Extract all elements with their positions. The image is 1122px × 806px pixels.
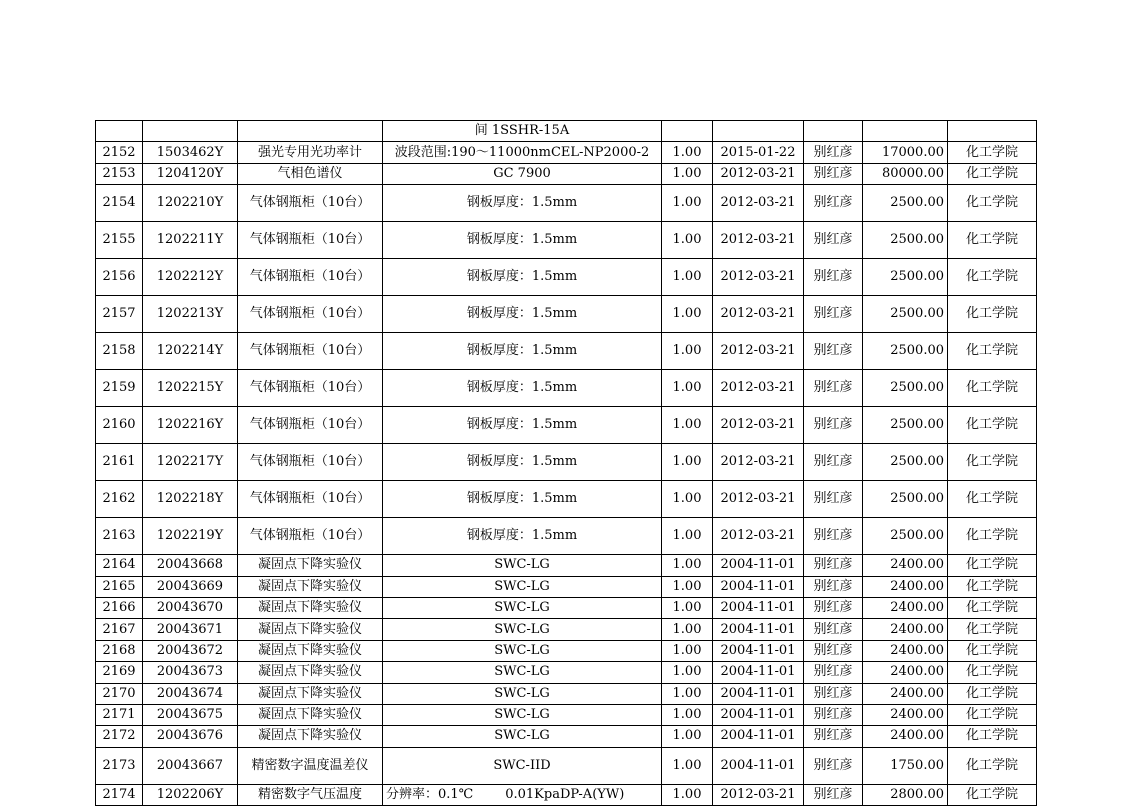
cell-code: 20043676 [143, 726, 238, 747]
cell-name: 凝固点下降实验仪 [238, 597, 383, 618]
table-row [96, 576, 1037, 597]
cell-date [713, 121, 804, 142]
cell-price [863, 121, 948, 142]
cell-spec: 钢板厚度：1.5mm [383, 444, 662, 481]
cell-spec: 波段范围:190～11000nmCEL-NP2000-2 [383, 142, 662, 163]
cell-no: 2163 [96, 518, 143, 555]
cell-code: 20043674 [143, 683, 238, 704]
cell-spec: 钢板厚度：1.5mm [383, 185, 662, 222]
cell-code: 20043673 [143, 662, 238, 683]
cell-no: 2171 [96, 704, 143, 725]
cell-no: 2170 [96, 683, 143, 704]
cell-date: 2012-03-21 [713, 407, 804, 444]
cell-person: 别红彦 [804, 518, 863, 555]
cell-date: 2004-11-01 [713, 662, 804, 683]
cell-person: 别红彦 [804, 444, 863, 481]
cell-spec: 钢板厚度：1.5mm [383, 333, 662, 370]
cell-dept: 化工学院 [948, 640, 1037, 661]
cell-code: 20043669 [143, 576, 238, 597]
table-row [96, 444, 1037, 481]
cell-name: 气体钢瓶柜（10台） [238, 370, 383, 407]
cell-date: 2004-11-01 [713, 597, 804, 618]
cell-dept: 化工学院 [948, 662, 1037, 683]
cell-name: 凝固点下降实验仪 [238, 555, 383, 576]
cell-qty: 1.00 [662, 619, 713, 640]
cell-qty: 1.00 [662, 704, 713, 725]
cell-spec: 钢板厚度：1.5mm [383, 407, 662, 444]
cell-date: 2012-03-21 [713, 259, 804, 296]
cell-person: 别红彦 [804, 555, 863, 576]
cell-person: 别红彦 [804, 704, 863, 725]
cell-price: 2400.00 [863, 726, 948, 747]
cell-person: 别红彦 [804, 662, 863, 683]
cell-price: 2400.00 [863, 597, 948, 618]
cell-code: 20043667 [143, 747, 238, 784]
cell-name: 凝固点下降实验仪 [238, 576, 383, 597]
cell-qty: 1.00 [662, 784, 713, 805]
cell-price: 2500.00 [863, 370, 948, 407]
cell-dept: 化工学院 [948, 576, 1037, 597]
cell-price: 2500.00 [863, 333, 948, 370]
cell-price: 2500.00 [863, 185, 948, 222]
cell-dept: 化工学院 [948, 597, 1037, 618]
cell-person: 别红彦 [804, 481, 863, 518]
cell-price: 2500.00 [863, 259, 948, 296]
table-row [96, 784, 1037, 805]
cell-no: 2169 [96, 662, 143, 683]
cell-price: 2500.00 [863, 481, 948, 518]
cell-price: 2400.00 [863, 704, 948, 725]
cell-no: 2159 [96, 370, 143, 407]
asset-table-body [96, 121, 1037, 785]
cell-no: 2164 [96, 555, 143, 576]
cell-date: 2012-03-21 [713, 185, 804, 222]
cell-spec-part1: 分辨率：0.1℃ [386, 786, 474, 802]
cell-spec: 间 1SSHR-15A [383, 121, 662, 142]
cell-qty: 1.00 [662, 597, 713, 618]
cell-dept [948, 121, 1037, 142]
cell-code: 1202212Y [143, 259, 238, 296]
cell-price: 2500.00 [863, 444, 948, 481]
cell-person: 别红彦 [804, 185, 863, 222]
cell-price: 1750.00 [863, 747, 948, 784]
cell-dept: 化工学院 [948, 222, 1037, 259]
cell-spec: 钢板厚度：1.5mm [383, 296, 662, 333]
cell-person: 别红彦 [804, 597, 863, 618]
table-row [96, 222, 1037, 259]
cell-person [804, 121, 863, 142]
cell-dept: 化工学院 [948, 726, 1037, 747]
cell-date: 2012-03-21 [713, 784, 804, 805]
cell-spec: 钢板厚度：1.5mm [383, 481, 662, 518]
table-row [96, 407, 1037, 444]
cell-no: 2154 [96, 185, 143, 222]
cell-dept: 化工学院 [948, 163, 1037, 184]
cell-date: 2004-11-01 [713, 640, 804, 661]
cell-spec: 钢板厚度：1.5mm [383, 370, 662, 407]
cell-qty: 1.00 [662, 333, 713, 370]
cell-no [96, 121, 143, 142]
cell-qty: 1.00 [662, 259, 713, 296]
table-row [96, 370, 1037, 407]
cell-qty: 1.00 [662, 370, 713, 407]
cell-spec: SWC-LG [383, 662, 662, 683]
cell-dept: 化工学院 [948, 333, 1037, 370]
cell-price: 2500.00 [863, 518, 948, 555]
cell-person: 别红彦 [804, 142, 863, 163]
asset-table [95, 120, 1037, 806]
cell-qty: 1.00 [662, 726, 713, 747]
table-row [96, 185, 1037, 222]
cell-date: 2004-11-01 [713, 619, 804, 640]
cell-date: 2012-03-21 [713, 163, 804, 184]
cell-qty: 1.00 [662, 481, 713, 518]
cell-name: 气体钢瓶柜（10台） [238, 222, 383, 259]
cell-code: 1202217Y [143, 444, 238, 481]
table-row [96, 163, 1037, 184]
table-row [96, 662, 1037, 683]
cell-date: 2004-11-01 [713, 747, 804, 784]
cell-date: 2004-11-01 [713, 704, 804, 725]
cell-qty: 1.00 [662, 662, 713, 683]
cell-no: 2155 [96, 222, 143, 259]
cell-code: 1503462Y [143, 142, 238, 163]
cell-no: 2166 [96, 597, 143, 618]
cell-name: 凝固点下降实验仪 [238, 683, 383, 704]
cell-person: 别红彦 [804, 683, 863, 704]
cell-date: 2012-03-21 [713, 481, 804, 518]
cell-spec: SWC-LG [383, 576, 662, 597]
cell-name: 凝固点下降实验仪 [238, 619, 383, 640]
cell-date: 2012-03-21 [713, 370, 804, 407]
cell-qty: 1.00 [662, 555, 713, 576]
cell-qty [662, 121, 713, 142]
cell-name: 气体钢瓶柜（10台） [238, 481, 383, 518]
cell-date: 2012-03-21 [713, 518, 804, 555]
cell-spec [383, 784, 662, 805]
cell-name [238, 121, 383, 142]
cell-person: 别红彦 [804, 726, 863, 747]
cell-spec: SWC-LG [383, 619, 662, 640]
cell-code [143, 121, 238, 142]
cell-date: 2004-11-01 [713, 576, 804, 597]
cell-qty: 1.00 [662, 683, 713, 704]
cell-dept: 化工学院 [948, 619, 1037, 640]
cell-price: 80000.00 [863, 163, 948, 184]
cell-name: 凝固点下降实验仪 [238, 640, 383, 661]
cell-name: 气体钢瓶柜（10台） [238, 333, 383, 370]
cell-price: 2400.00 [863, 683, 948, 704]
table-row [96, 726, 1037, 747]
cell-code: 20043670 [143, 597, 238, 618]
cell-name: 气体钢瓶柜（10台） [238, 444, 383, 481]
cell-name: 凝固点下降实验仪 [238, 662, 383, 683]
cell-person: 别红彦 [804, 407, 863, 444]
cell-spec: SWC-LG [383, 683, 662, 704]
cell-price: 2500.00 [863, 296, 948, 333]
cell-name: 凝固点下降实验仪 [238, 704, 383, 725]
cell-no: 2172 [96, 726, 143, 747]
cell-price: 2400.00 [863, 662, 948, 683]
cell-qty: 1.00 [662, 163, 713, 184]
cell-qty: 1.00 [662, 296, 713, 333]
table-row [96, 747, 1037, 784]
cell-price: 2500.00 [863, 407, 948, 444]
cell-person: 别红彦 [804, 163, 863, 184]
table-row [96, 518, 1037, 555]
cell-spec: 钢板厚度：1.5mm [383, 259, 662, 296]
cell-price: 2400.00 [863, 640, 948, 661]
cell-price: 2800.00 [863, 784, 948, 805]
cell-spec: GC 7900 [383, 163, 662, 184]
cell-no: 2174 [96, 784, 143, 805]
cell-dept: 化工学院 [948, 185, 1037, 222]
table-row [96, 597, 1037, 618]
cell-price: 2400.00 [863, 555, 948, 576]
cell-no: 2161 [96, 444, 143, 481]
cell-code: 1202218Y [143, 481, 238, 518]
cell-code: 20043672 [143, 640, 238, 661]
cell-name: 气体钢瓶柜（10台） [238, 518, 383, 555]
cell-date: 2004-11-01 [713, 555, 804, 576]
cell-spec: SWC-LG [383, 597, 662, 618]
cell-qty: 1.00 [662, 747, 713, 784]
cell-name: 气体钢瓶柜（10台） [238, 296, 383, 333]
cell-person: 别红彦 [804, 784, 863, 805]
cell-name: 凝固点下降实验仪 [238, 726, 383, 747]
cell-no: 2153 [96, 163, 143, 184]
cell-no: 2158 [96, 333, 143, 370]
cell-spec-part2: 0.01KpaDP-A(YW) [505, 786, 625, 802]
cell-name: 精密数字气压温度 [238, 784, 383, 805]
cell-no: 2162 [96, 481, 143, 518]
cell-price: 2500.00 [863, 222, 948, 259]
cell-name: 气体钢瓶柜（10台） [238, 407, 383, 444]
cell-spec: SWC-LG [383, 555, 662, 576]
cell-dept: 化工学院 [948, 747, 1037, 784]
cell-qty: 1.00 [662, 407, 713, 444]
cell-no: 2152 [96, 142, 143, 163]
cell-date: 2012-03-21 [713, 296, 804, 333]
cell-code: 1202213Y [143, 296, 238, 333]
cell-dept: 化工学院 [948, 444, 1037, 481]
cell-qty: 1.00 [662, 185, 713, 222]
cell-name: 精密数字温度温差仪 [238, 747, 383, 784]
cell-spec: SWC-IID [383, 747, 662, 784]
cell-person: 别红彦 [804, 296, 863, 333]
cell-code: 1202216Y [143, 407, 238, 444]
cell-dept: 化工学院 [948, 784, 1037, 805]
cell-qty: 1.00 [662, 576, 713, 597]
cell-no: 2157 [96, 296, 143, 333]
cell-code: 1202214Y [143, 333, 238, 370]
cell-dept: 化工学院 [948, 142, 1037, 163]
cell-no: 2173 [96, 747, 143, 784]
cell-person: 别红彦 [804, 259, 863, 296]
cell-name: 强光专用光功率计 [238, 142, 383, 163]
table-row [96, 640, 1037, 661]
cell-code: 1202206Y [143, 784, 238, 805]
cell-code: 1202210Y [143, 185, 238, 222]
cell-no: 2156 [96, 259, 143, 296]
cell-no: 2168 [96, 640, 143, 661]
cell-price: 17000.00 [863, 142, 948, 163]
cell-name: 气体钢瓶柜（10台） [238, 185, 383, 222]
cell-code: 1202211Y [143, 222, 238, 259]
cell-date: 2012-03-21 [713, 222, 804, 259]
cell-dept: 化工学院 [948, 683, 1037, 704]
cell-qty: 1.00 [662, 222, 713, 259]
cell-person: 别红彦 [804, 370, 863, 407]
cell-no: 2167 [96, 619, 143, 640]
cell-date: 2004-11-01 [713, 726, 804, 747]
cell-dept: 化工学院 [948, 407, 1037, 444]
cell-qty: 1.00 [662, 444, 713, 481]
cell-spec: 钢板厚度：1.5mm [383, 518, 662, 555]
cell-person: 别红彦 [804, 333, 863, 370]
cell-dept: 化工学院 [948, 555, 1037, 576]
table-row-continuation [96, 121, 1037, 142]
cell-person: 别红彦 [804, 640, 863, 661]
cell-name: 气体钢瓶柜（10台） [238, 259, 383, 296]
cell-dept: 化工学院 [948, 518, 1037, 555]
cell-spec: SWC-LG [383, 726, 662, 747]
table-row [96, 296, 1037, 333]
cell-person: 别红彦 [804, 222, 863, 259]
cell-spec: 钢板厚度：1.5mm [383, 222, 662, 259]
cell-spec: SWC-LG [383, 640, 662, 661]
cell-person: 别红彦 [804, 747, 863, 784]
asset-table-last [96, 784, 1037, 805]
table-row [96, 481, 1037, 518]
cell-date: 2012-03-21 [713, 444, 804, 481]
cell-date: 2004-11-01 [713, 683, 804, 704]
table-row [96, 259, 1037, 296]
cell-code: 20043671 [143, 619, 238, 640]
cell-code: 20043668 [143, 555, 238, 576]
table-row [96, 683, 1037, 704]
cell-date: 2015-01-22 [713, 142, 804, 163]
table-row [96, 142, 1037, 163]
cell-dept: 化工学院 [948, 259, 1037, 296]
cell-qty: 1.00 [662, 518, 713, 555]
cell-name: 气相色谱仪 [238, 163, 383, 184]
cell-dept: 化工学院 [948, 296, 1037, 333]
cell-code: 1204120Y [143, 163, 238, 184]
table-row [96, 704, 1037, 725]
cell-code: 1202219Y [143, 518, 238, 555]
cell-dept: 化工学院 [948, 704, 1037, 725]
cell-code: 1202215Y [143, 370, 238, 407]
table-row [96, 333, 1037, 370]
cell-qty: 1.00 [662, 640, 713, 661]
cell-person: 别红彦 [804, 576, 863, 597]
cell-dept: 化工学院 [948, 481, 1037, 518]
cell-date: 2012-03-21 [713, 333, 804, 370]
cell-price: 2400.00 [863, 576, 948, 597]
cell-code: 20043675 [143, 704, 238, 725]
cell-no: 2160 [96, 407, 143, 444]
cell-price: 2400.00 [863, 619, 948, 640]
cell-spec: SWC-LG [383, 704, 662, 725]
table-row [96, 619, 1037, 640]
cell-dept: 化工学院 [948, 370, 1037, 407]
cell-no: 2165 [96, 576, 143, 597]
table-row [96, 555, 1037, 576]
cell-person: 别红彦 [804, 619, 863, 640]
cell-qty: 1.00 [662, 142, 713, 163]
